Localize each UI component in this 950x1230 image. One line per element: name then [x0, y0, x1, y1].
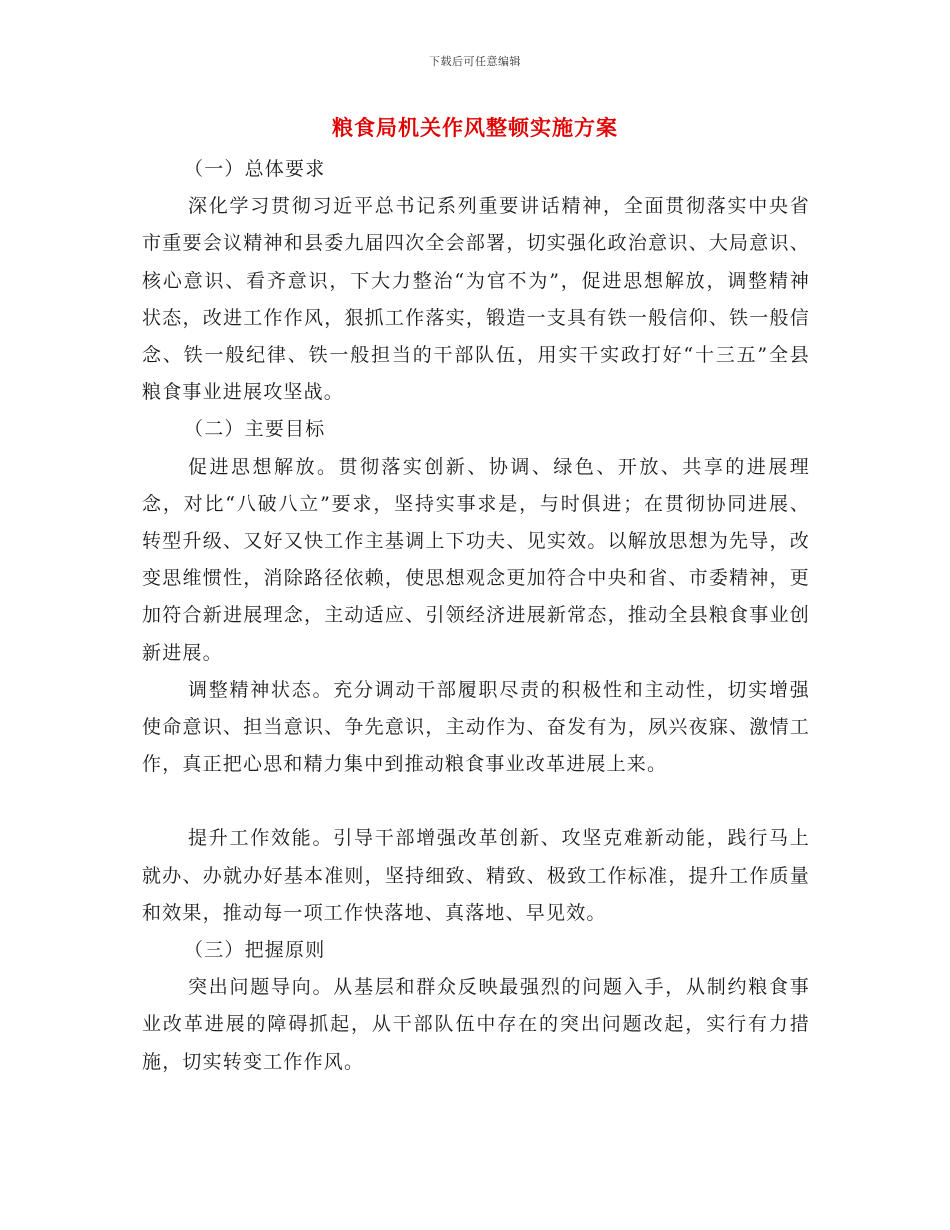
paragraph-spirit-adjustment: 调整精神状态。充分调动干部履职尽责的积极性和主动性，切实增强使命意识、担当意识、争先意识，主动作为、奋发有为，夙兴夜寐、激情工作，真正把心思和精力集中到推动粮食事业改革进展上来。: [142, 678, 810, 776]
section-heading-main-goals: （二）主要目标: [184, 418, 326, 441]
paragraph-gap: [142, 783, 810, 820]
paragraph-thought-liberation: 促进思想解放。贯彻落实创新、协调、绿色、开放、共享的进展理念，对比“八破八立”要求，坚持实事求是，与时俱进；在贯彻协同进展、转型升级、又好又快工作主基调上下功夫、见实效。以解放思想为先导，改变思维惯性，消除路径依赖，使思想观念更加符合中央和省、市委精神，更加符合新进展理念，主动适应、引领经济进展新常态，推动全县粮食事业创新进展。: [142, 455, 810, 664]
paragraph-overall-requirements: 深化学习贯彻习近平总书记系列重要讲话精神，全面贯彻落实中央省市重要会议精神和县委九届四次全会部署，切实强化政治意识、大局意识、核心意识、看齐意识，下大力整治“为官不为”，促进思想解放，调整精神状态，改进工作作风，狠抓工作落实，锻造一支具有铁一般信仰、铁一般信念、铁一般纪律、铁一般担当的干部队伍，用实干实政打好“十三五”全县粮食事业进展攻坚战。: [142, 195, 810, 404]
section-heading-overall-requirements: （一）总体要求: [184, 158, 326, 180]
document-body: [142, 151, 810, 1081]
paragraph-efficiency-improvement: 提升工作效能。引导干部增强改革创新、攻坚克难新动能，践行马上就办、办就办好基本准则，坚持细致、精致、极致工作标准，提升工作质量和效果，推动每一项工作快落地、真落地、早见效。: [142, 827, 810, 924]
section-heading-principles: （三）把握原则: [184, 939, 326, 962]
paragraph-problem-orientation: 突出问题导向。从基层和群众反映最强烈的问题入手，从制约粮食事业改革进展的障碍抓起，从干部队伍中存在的突出问题改起，实行有力措施，切实转变工作作风。: [142, 976, 810, 1073]
header-note: 下载后可任意编辑: [429, 55, 521, 68]
document-title: 粮食局机关作风整顿实施方案: [332, 115, 618, 140]
